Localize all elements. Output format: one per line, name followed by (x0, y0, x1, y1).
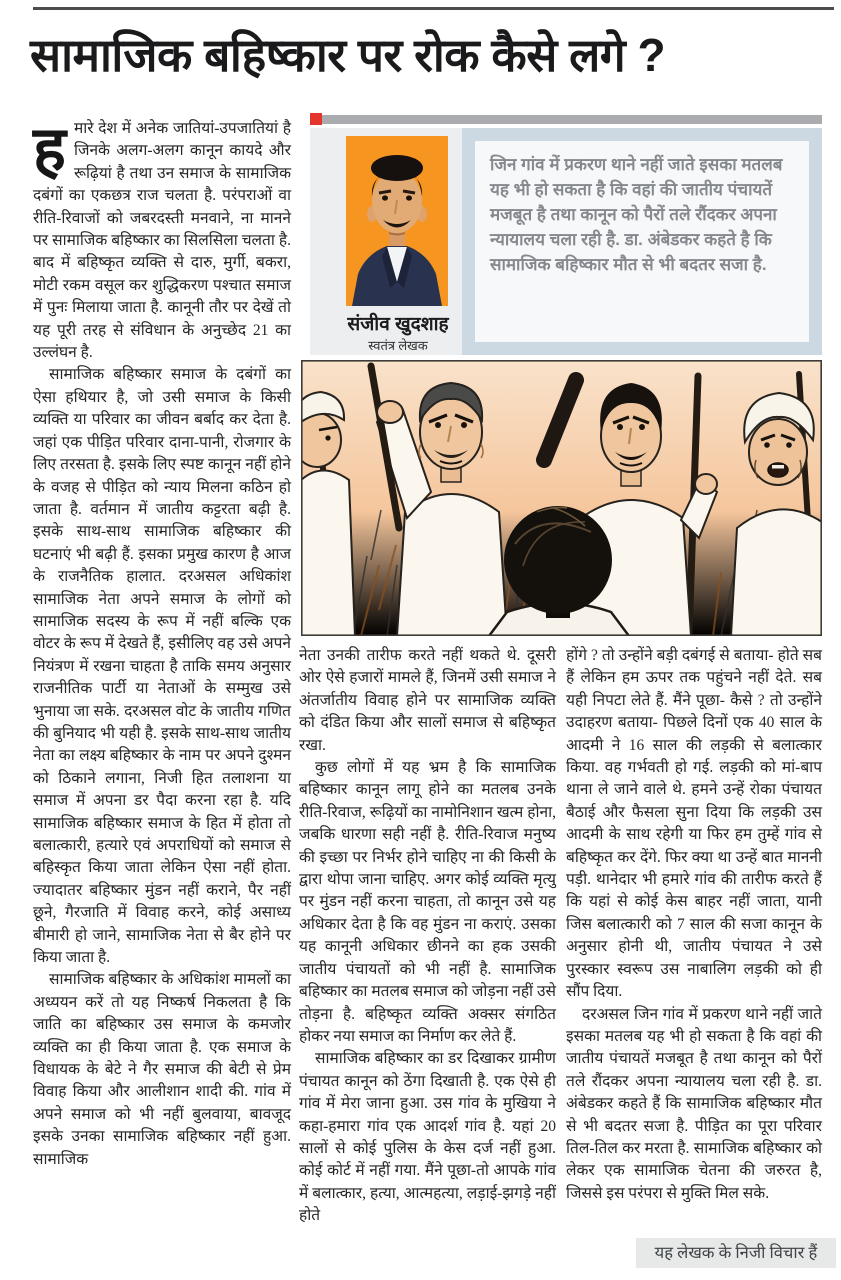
author-role: स्वतंत्र लेखक (368, 338, 428, 353)
author-photo (346, 136, 448, 306)
article-headline: सामाजिक बहिष्कार पर रोक कैसे लगे ? (30, 29, 666, 81)
article-column-2 (299, 645, 556, 1265)
page-top-rule (33, 7, 834, 10)
author-disclaimer-note: यह लेखक के निजी विचार हैं (636, 1238, 836, 1268)
article-column-1 (33, 115, 291, 1268)
drop-cap: ह (33, 115, 66, 184)
article-column-3 (566, 645, 822, 1245)
paragraph: सामाजिक बहिष्कार समाज के दबंगों का ऐसा हथियार है, जो उसी समाज के किसी व्यक्ति या परिवार का जीवन बर्बाद कर देता है. जहां एक पीड़ित परिवार दाना-पानी, रोजगार के लिए तरसता है. इसके लिए स्पष्ट कानून नहीं होने के वजह से पीड़ित को न्याय मिलना कठिन हो जाता है. वर्तमान में जातीय कट्टरता बढ़ी है. इसके साथ-साथ सामाजिक बहिष्कार की घटनाएं भी बढ़ी हैं. इसका प्रमुख कारण है आज के राजनैतिक हालात. दरअसल अधिकांश सामाजिक नेता अपने समाज के लोगों को सामाजिक सदस्य के रूप में नहीं बल्कि एक वोटर के रूप में देखते हैं, इसीलिए वह उसे अपने नियंत्रण में रखना चाहता है ताकि समय अनुसार राजनीतिक पार्टी या नेताओं के सम्मुख उसे भुनाया जा सके. दरअसल वोट के जातीय गणित की बुनियाद भी यही है. इसके साथ-साथ जातीय नेता का लक्ष्य बहिष्कार के नाम पर अपने दुश्मन को ठिकाने लगाना, निजी हित तलाशना या समाज में अपना डर पैदा करना रहा है. यदि सामाजिक बहिष्कार समाज के हित में होता तो बलात्कारी, हत्यारे एवं अपराधियों को समाज से बहिस्कृत किया जाता लेकिन ऐसा नहीं होता. ज्यादातर बहिष्कार मुंडन नहीं कराने, पैर नहीं छूने, गैरजाति में विवाह करने, कोई असाध्य बीमारी हो जाने, सामाजिक नेता से बैर होने पर किया जाता है. (33, 366, 291, 967)
author-and-quote-panel (310, 128, 822, 355)
paragraph: नेता उनकी तारीफ करते नहीं थकते थे. दूसरी ओर ऐसे हजारों मामले हैं, जिनमें उसी समाज ने अंतर्जातीय विवाह होने पर सामाजिक व्यक्ति को दंडित किया और सालों समाज से बहिष्कृत रखा. (299, 647, 556, 754)
paragraph: सामाजिक बहिष्कार के अधिकांश मामलों का अध्ययन करें तो यह निष्कर्ष निकलता है कि जाति का बहिष्कार उस समाज के कमजोर व्यक्ति का ही किया जाता है. एक समाज के विधायक के बेटे ने गैर समाज की बेटी से प्रेम विवाह किया और आलीशान शादी की. गांव में अपने समाज को भी नहीं बुलवाया, बावजूद इसके उनका सामाजिक बहिष्कार नहीं हुआ. सामाजिक (33, 971, 291, 1168)
paragraph (33, 115, 291, 364)
paragraph: होंगे ? तो उन्होंने बड़ी दबंगई से बताया- होते सब हैं लेकिन हम ऊपर तक पहुंचने नहीं देते. सब यही निपटा लेते हैं. मैंने पूछा- कैसे ? तो उन्होंने उदाहरण बताया- पिछले दिनों एक 40 साल के आदमी ने 16 साल की लड़की से बलात्कार किया. वह गर्भवती हो गई. लड़की को मां-बाप थाना ले जाने वाले थे. हमने उन्हें रोका पंचायत बैठाई और फैसला सुना दिया कि लड़की उस आदमी के साथ रहेगी या फिर हम तुम्हें गांव से बहिष्कृत कर देंगे. फिर क्या था उन्हें बात माननी पड़ी. थानेदार भी हमारे गांव की तारीफ करते हैं कि यहां से कोई केस बाहर नहीं जाता, यानी जिस बलात्कारी को 7 साल की सजा कानून के अनुसार होनी थी, जातीय पंचायत ने उसे पुरस्कार स्वरूप उस नाबालिग लड़की को ही सौंप दिया. (566, 647, 822, 1001)
section-divider-bar (310, 115, 822, 124)
villagers-with-sticks-illustration (301, 360, 822, 636)
mob-illustration (301, 360, 822, 636)
paragraph: कुछ लोगों में यह भ्रम है कि सामाजिक बहिष्कार कानून लागू होने का मतलब उनके रीति-रिवाज, रूढ़ियों का नामोनिशान खत्म होना, जबकि धारणा सही नहीं है. रीति-रिवाज मनुष्य की इच्छा पर निर्भर होने चाहिए ना की किसी के द्वारा थोपा जाना चाहिए. अगर कोई व्यक्ति मृत्यु पर मुंडन नहीं करना चाहता, तो कानून उसे यह अधिकार देता है कि वह मुंडन ना कराएं. उसका यह कानूनी अधिकार छीनने का हक उसकी जातीय पंचायतों को भी नहीं है. सामाजिक बहिष्कार का मतलब समाज को जोड़ना नहीं उसे तोड़ना है. बहिष्कृत व्यक्ति अक्सर संगठित होकर नया समाज का निर्माण कर लेते हैं. (299, 759, 556, 1045)
paragraph: सामाजिक बहिष्कार का डर दिखाकर ग्रामीण पंचायत कानून को ठेंगा दिखाती है. एक ऐसे ही गांव में मेरा जाना हुआ. उस गांव के मुखिया ने कहा-हमारा गांव एक आदर्श गांव है. यहां 20 सालों से कोई पुलिस के केस दर्ज नहीं हुआ. कोई कोर्ट में नहीं गया. मैंने पूछा-तो आपके गांव में बलात्कार, हत्या, आत्महत्या, लड़ाई-झगड़े नहीं होते (299, 1050, 556, 1225)
pull-quote-box (462, 128, 822, 355)
author-portrait-illustration (346, 136, 448, 306)
paragraph: दरअसल जिन गांव में प्रकरण थाने नहीं जाते इसका मतलब यह भी हो सकता है कि वहां की जातीय पंचायतें मजबूत है तथा कानून को पैरों तले रौंदकर अपना न्यायालय चला रही है. डा. अंबेडकर कहते हैं कि सामाजिक बहिष्कार मौत से भी बदतर सजा है. पीड़ित का पूरा परिवार तिल-तिल कर मरता है. सामाजिक बहिष्कार को लेकर एक सामाजिक चेतना की जरुरत है, जिससे इस परंपरा से मुक्ति मिल सके. (566, 1005, 822, 1202)
paragraph-text: मारे देश में अनेक जातियां-उपजातियां है जिनके अलग-अलग कानून कायदे और रूढ़ियां है तथा उन समाज के सामाजिक दबंगों का एकछत्र राज चलता है. परंपराओं वा रीति-रिवाजों को जबरदस्ती मनवाने, ना मानने पर सामाजिक बहिष्कार का सिलसिला चलता है. बाद में बहिष्कृत व्यक्ति से दारु, मुर्गी, बकरा, मोटी रकम वसूल कर शुद्धिकरण पश्चात समाज में पुनः मिलाया जाता है. कानूनी तौर पर देखें तो यह पूरी तरह से संविधान के अनुच्छेद 21 का उल्लंघन है. (33, 120, 291, 362)
pull-quote-text: जिन गांव में प्रकरण थाने नहीं जाते इसका मतलब यह भी हो सकता है कि वहां की जातीय पंचायतें मजबूत है तथा कानून को पैरों तले रौंदकर अपना न्यायालय चला रही है. डा. अंबेडकर कहते है कि सामाजिक बहिष्कार मौत से भी बदतर सजा है. (475, 141, 809, 342)
author-name: संजीव खुदशाह (347, 314, 449, 335)
red-accent-square (310, 113, 322, 125)
